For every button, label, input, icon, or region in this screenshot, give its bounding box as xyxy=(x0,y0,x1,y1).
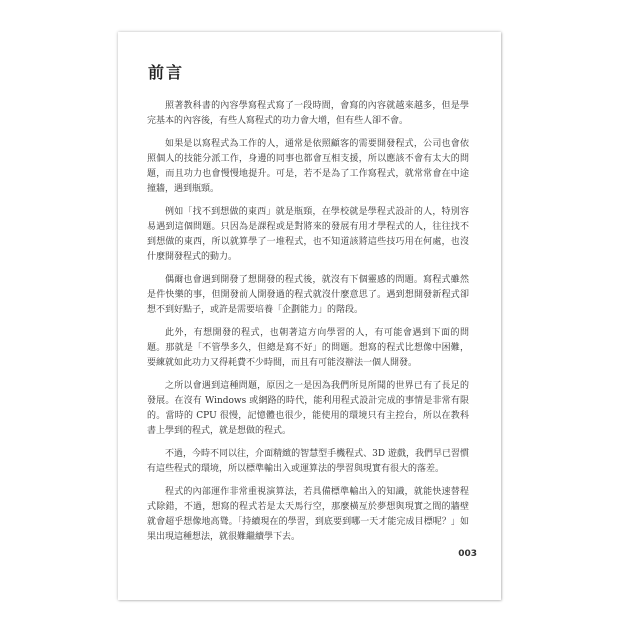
paragraph: 此外，有想開發的程式，也朝著這方向學習的人，有可能會遇到下面的問題。那就是「不管學多久，但總是寫不好」的問題。想寫的程式比想像中困難，要練就如此功力又得耗費不少時間，而且有可能沒辦法一個人開發。 xyxy=(147,328,469,368)
page-title: 前言 xyxy=(148,63,185,82)
page-number: 003 xyxy=(458,549,477,559)
paragraph: 如果是以寫程式為工作的人，通常是依照顧客的需要開發程式，公司也會依照個人的技能分派工作，身邊的同事也都會互相支援，所以應該不會有太大的問題，而且功力也會慢慢地提升。可是，若不是為了工作寫程式，就常常會在中途撞牆，遇到瓶頸。 xyxy=(147,139,469,194)
paragraph: 程式的內部運作非常重視演算法，若具備標準輸出入的知識，就能快速替程式除錯，不過，想寫的程式若是太天馬行空，那麼橫亙於夢想與現實之間的牆壁就會超乎想像地高聳。「持續現在的學習，到底要到哪一天才能完成目標呢？」如果出現這種想法，就很難繼續學下去。 xyxy=(147,487,469,542)
paragraph: 不過，今時不同以往，介面精緻的智慧型手機程式、3D 遊戲，我們早已習慣有這些程式的環境，所以標準輸出入或運算法的學習與現實有很大的落差。 xyxy=(147,449,469,474)
body-text xyxy=(147,99,469,553)
paragraph: 偶爾也會遇到開發了想開發的程式後，就沒有下個靈感的問題。寫程式雖然是件快樂的事，但開發前人開發過的程式就沒什麼意思了。遇到想開發新程式卻想不到好點子，或許是需要培養「企劃能力」的階段。 xyxy=(147,275,469,315)
book-page xyxy=(118,32,501,600)
paragraph: 例如「找不到想做的東西」就是瓶頸，在學校就是學程式設計的人，特別容易遇到這個問題。只因為是課程或是對將來的發展有用才學程式的人，往往找不到想做的東西，所以就算學了一堆程式，也不知道該將這些技巧用在何處，也沒什麼開發程式的動力。 xyxy=(147,207,469,262)
paragraph: 之所以會遇到這種問題，原因之一是因為我們所見所聞的世界已有了長足的發展。在沒有 Windows 或網路的時代，能利用程式設計完成的事情是非常有限的。當時的 CPU 很慢，記憶體也很少，能使用的環境只有主控台，所以在教科書上學到的程式，就是想做的程式。 xyxy=(147,381,469,436)
paragraph: 照著教科書的內容學寫程式寫了一段時間，會寫的內容就越來越多，但是學完基本的內容後，有些人寫程式的功力會大增，但有些人卻不會。 xyxy=(147,101,469,126)
